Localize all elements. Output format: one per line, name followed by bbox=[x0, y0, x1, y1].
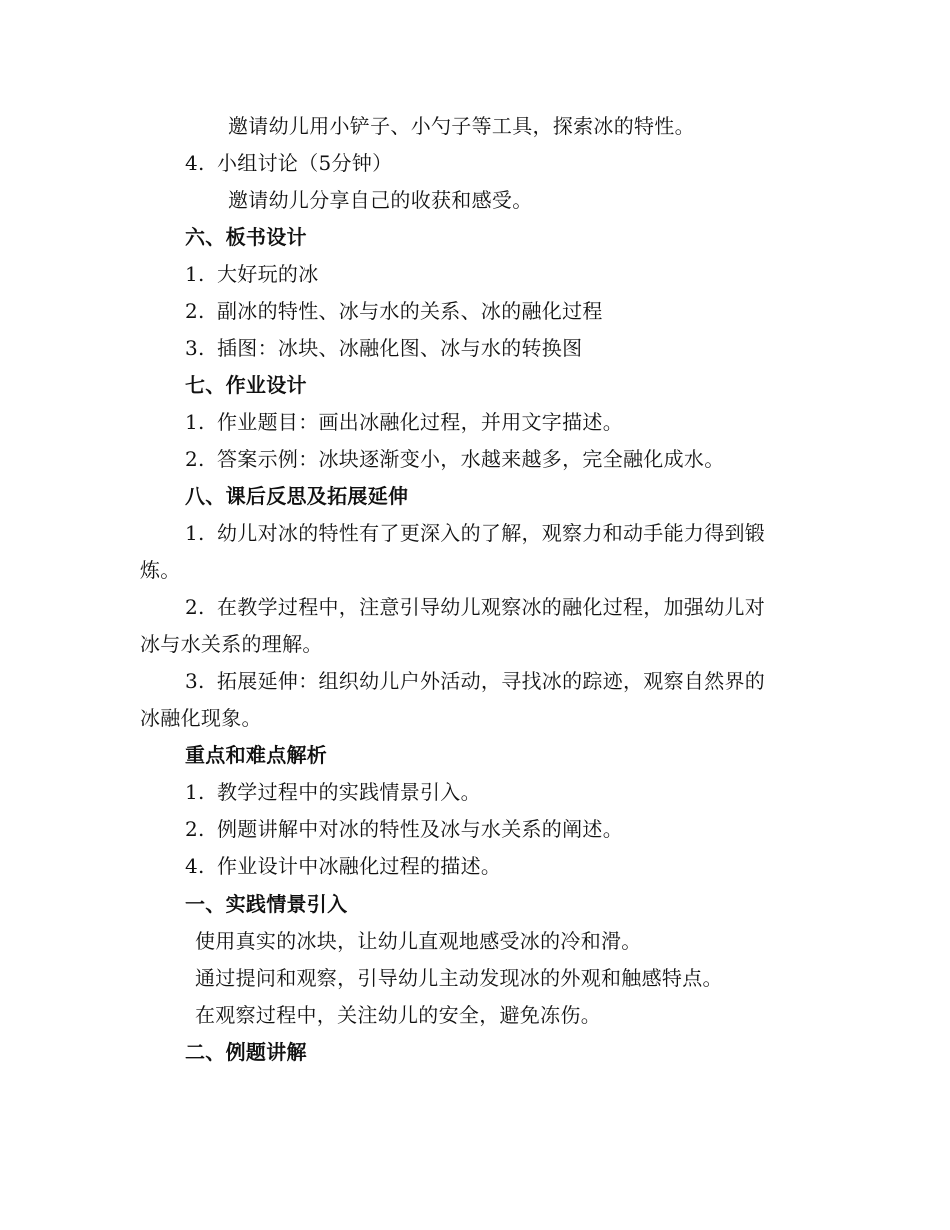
list-item: 1. 作业题目：画出冰融化过程，并用文字描述。 bbox=[185, 410, 623, 434]
paragraph-line: 邀请幼儿用小铲子、小勺子等工具，探索冰的特性。 bbox=[228, 114, 695, 138]
list-item: 2. 例题讲解中对冰的特性及冰与水关系的阐述。 bbox=[185, 817, 623, 841]
paragraph-line: 冰与水关系的理解。 bbox=[140, 632, 323, 656]
list-number: 4. bbox=[185, 151, 205, 175]
list-item: 2. 答案示例：冰块逐渐变小，水越来越多，完全融化成水。 bbox=[185, 447, 725, 471]
list-item: 1. 教学过程中的实践情景引入。 bbox=[185, 780, 481, 804]
list-item: 4. 小组讨论（5分钟） bbox=[185, 151, 393, 175]
paragraph-line: 在观察过程中，关注幼儿的安全，避免冻伤。 bbox=[195, 1003, 601, 1027]
list-item: 1. 幼儿对冰的特性有了更深入的了解，观察力和动手能力得到锻 bbox=[185, 521, 766, 545]
list-number: 2. bbox=[185, 595, 205, 619]
section-heading: 八、课后反思及拓展延伸 bbox=[185, 484, 409, 508]
paragraph-line: 邀请幼儿分享自己的收获和感受。 bbox=[228, 188, 533, 212]
list-item: 2. 在教学过程中，注意引导幼儿观察冰的融化过程，加强幼儿对 bbox=[185, 595, 766, 619]
section-heading: 二、例题讲解 bbox=[185, 1040, 307, 1064]
list-item: 3. 插图：冰块、冰融化图、冰与水的转换图 bbox=[185, 336, 583, 360]
list-number: 1. bbox=[185, 780, 205, 804]
list-item: 4. 作业设计中冰融化过程的描述。 bbox=[185, 854, 502, 878]
list-number: 4. bbox=[185, 854, 205, 878]
paragraph-line: 通过提问和观察，引导幼儿主动发现冰的外观和触感特点。 bbox=[195, 966, 723, 990]
section-heading: 一、实践情景引入 bbox=[185, 892, 348, 916]
section-heading: 六、板书设计 bbox=[185, 225, 307, 249]
list-number: 3. bbox=[185, 669, 205, 693]
list-item: 2. 副冰的特性、冰与水的关系、冰的融化过程 bbox=[185, 299, 603, 323]
list-number: 3. bbox=[185, 336, 205, 360]
list-item: 3. 拓展延伸：组织幼儿户外活动，寻找冰的踪迹，观察自然界的 bbox=[185, 669, 766, 693]
list-number: 2. bbox=[185, 299, 205, 323]
list-item: 1. 大好玩的冰 bbox=[185, 262, 319, 286]
section-heading: 七、作业设计 bbox=[185, 373, 307, 397]
list-number: 2. bbox=[185, 817, 205, 841]
section-heading: 重点和难点解析 bbox=[185, 743, 328, 767]
list-number: 1. bbox=[185, 410, 205, 434]
paragraph-line: 使用真实的冰块，让幼儿直观地感受冰的冷和滑。 bbox=[195, 929, 642, 953]
paragraph-line: 炼。 bbox=[140, 558, 181, 582]
list-number: 1. bbox=[185, 521, 205, 545]
list-number: 2. bbox=[185, 447, 205, 471]
paragraph-line: 冰融化现象。 bbox=[140, 706, 262, 730]
list-number: 1. bbox=[185, 262, 205, 286]
